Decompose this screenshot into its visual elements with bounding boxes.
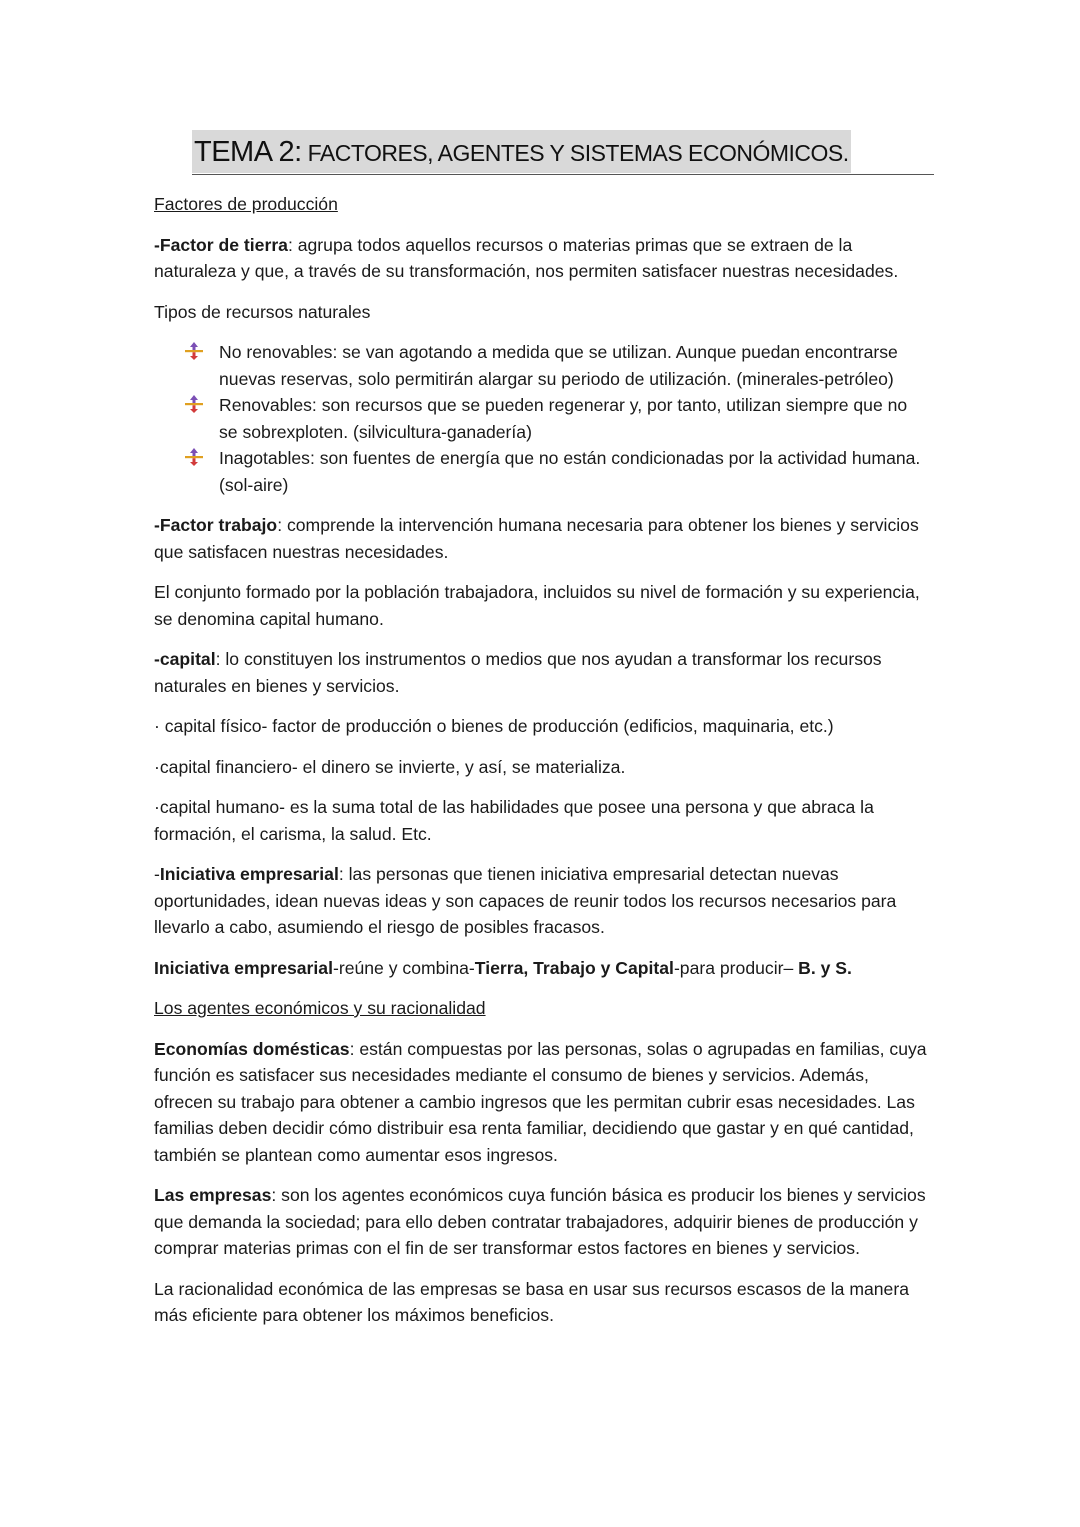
bullet-list-recursos [154, 339, 930, 498]
term-factor-trabajo: -Factor trabajo [154, 515, 278, 535]
term-capital: -capital [154, 649, 216, 669]
arrow-bullet-icon [184, 342, 204, 360]
paragraph-factor-tierra: -Factor de tierra: agrupa todos aquellos recursos o materias primas que se extraen de la naturaleza y que, a través de su transformación, nos permiten satisfacer nuestras necesidades. [154, 234, 899, 281]
term-factor-tierra: -Factor de tierra [154, 234, 288, 255]
title-rest: FACTORES, AGENTES Y SISTEMAS ECONÓMICOS. [301, 140, 849, 166]
list-item: Renovables: son recursos que se pueden regenerar y, por tanto, utilizan siempre que no se sobrexploten. (silvicultura-ganadería) [184, 392, 930, 445]
paragraph-capital-financiero: ·capital financiero- el dinero se invierte, y así, se materializa. [154, 756, 626, 777]
paragraph-factor-trabajo: -Factor trabajo: comprende la intervención humana necesaria para obtener los bienes y servicios que satisfacen nuestras necesidades. [154, 515, 919, 562]
paragraph-formula: Iniciativa empresarial-reúne y combina-Tierra, Trabajo y Capital-para producir– B. y S. [154, 957, 852, 978]
subheading-tipos-recursos: Tipos de recursos naturales [154, 301, 371, 322]
paragraph-capital-humano: ·capital humano- es la suma total de las habilidades que posee una persona y que abraca la formación, el carisma, la salud. Etc. [154, 797, 874, 844]
section-heading-agentes: Los agentes económicos y su racionalidad [154, 998, 486, 1018]
page-title [192, 130, 851, 173]
section-heading-factores: Factores de producción [154, 194, 338, 214]
paragraph-racionalidad: La racionalidad económica de las empresas se basa en usar sus recursos escasos de la manera más eficiente para obtener los máximos beneficios. [154, 1278, 909, 1325]
document-page [154, 126, 930, 1329]
paragraph-iniciativa: -Iniciativa empresarial: las personas que tienen iniciativa empresarial detectan nuevas oportunidades, idean nuevas ideas y son capaces de reunir todos los recursos necesarios para llevarlo a cabo, asumiendo el riesgo de posibles fracasos. [154, 864, 897, 937]
term-empresas: Las empresas [154, 1185, 272, 1205]
list-item: No renovables: se van agotando a medida que se utilizan. Aunque puedan encontrarse nuevas reservas, solo permitirán alargar su periodo de utilización. (minerales-petróleo) [184, 339, 930, 392]
title-block [192, 126, 934, 175]
term-iniciativa: Iniciativa empresarial [159, 864, 339, 884]
paragraph-capital: -capital: lo constituyen los instrumentos o medios que nos ayudan a transformar los recursos naturales en bienes y servicios. [154, 649, 882, 696]
paragraph-economias-domesticas: Economías domésticas: están compuestas por las personas, solas o agrupadas en familias, cuya función es satisfacer sus necesidades mediante el consumo de bienes y servicios. Además, ofrecen su trabajo para obtener a cambio ingresos que les permitan cubrir esas necesidades. Las familias deben decidir cómo distribuir esa renta familiar, decidiendo que gastar y en qué cantidad, también se plantean como aumentar esos ingresos. [154, 1038, 927, 1165]
title-prefix: TEMA 2: [194, 136, 302, 168]
paragraph-capital-fisico: · capital físico- factor de producción o bienes de producción (edificios, maquinaria, etc.) [154, 716, 834, 736]
term-economias-domesticas: Economías domésticas [154, 1038, 350, 1059]
paragraph-capital-humano-def: El conjunto formado por la población trabajadora, incluidos su nivel de formación y su experiencia, se denomina capital humano. [154, 582, 920, 629]
arrow-bullet-icon [184, 395, 204, 413]
paragraph-empresas: Las empresas: son los agentes económicos cuya función básica es producir los bienes y servicios que demanda la sociedad; para ello deben contratar trabajadores, adquirir bienes de producción y comprar materias primas con el fin de ser transformar estos factores en bienes y servicios. [154, 1185, 926, 1258]
arrow-bullet-icon [184, 448, 204, 466]
list-item: Inagotables: son fuentes de energía que no están condicionadas por la actividad humana. (sol-aire) [184, 445, 930, 498]
